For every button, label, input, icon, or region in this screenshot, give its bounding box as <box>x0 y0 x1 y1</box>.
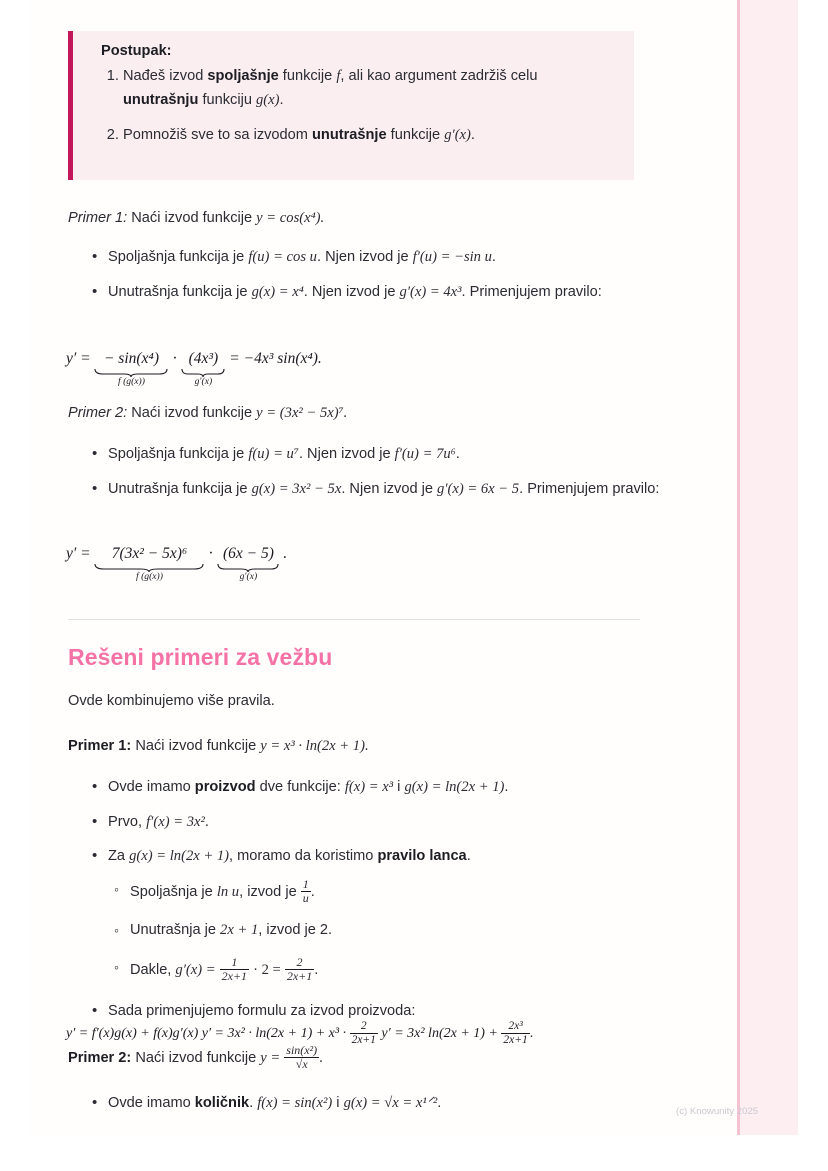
bullet-text: . <box>504 779 509 795</box>
bullet-text: . Njen izvod je <box>341 480 438 497</box>
list-item <box>108 776 660 800</box>
step-1-text-d: funkciju <box>198 91 256 108</box>
bullet-text: . Primenjujem pravilo: <box>461 283 602 300</box>
subbullet-math: · 2 = <box>253 961 281 978</box>
bullet-text: . Njen izvod je <box>298 446 395 462</box>
example-2-intro-math: y = (3x² − 5x)⁷. <box>256 405 348 421</box>
bullet-text: . Njen izvod je <box>303 283 400 300</box>
bullet-text: . <box>455 446 460 462</box>
fraction-denominator: u <box>302 891 309 906</box>
fraction-denominator: 2x+1 <box>351 1033 376 1046</box>
bullet-text: . <box>204 813 209 830</box>
formula-part-1: y′ = f′(x)g(x) + f(x)g′(x) y′ = 3x² · ln(2x + 1) + x³ · <box>66 1025 347 1041</box>
section-divider <box>68 619 640 620</box>
bullet-text: Ovde imamo <box>108 1095 195 1111</box>
fraction-numerator: 1 <box>220 956 249 970</box>
bullet-math: g′(x) = 4x³ <box>399 283 462 300</box>
example-2-bullets <box>88 443 660 512</box>
formula-part-2: y′ = 3x² ln(2x + 1) + <box>381 1025 498 1041</box>
bullet-text: . <box>249 1095 258 1111</box>
example-2-label: Primer 2: <box>68 405 128 421</box>
callout-title: Postupak: <box>101 43 172 59</box>
example-1-intro-math: y = cos(x⁴). <box>256 210 325 226</box>
list-item <box>108 1092 660 1116</box>
page-edge-stripe <box>740 0 798 1135</box>
solved-2-intro-text: Naći izvod funkcije <box>131 1050 261 1067</box>
example-1-formula <box>66 350 322 387</box>
solved-1-intro-text: Naći izvod funkcije <box>131 738 261 754</box>
solved-2-intro <box>68 1044 640 1072</box>
bullet-math: g(x) = 3x² − 5x <box>251 480 342 497</box>
step-2-text-b: funkcije <box>386 127 445 144</box>
step-2-bold-a: unutrašnje <box>312 127 387 144</box>
bullet-bold: proizvod <box>194 779 256 795</box>
underbrace-group-inner <box>217 545 279 582</box>
bullet-text: dve funkcije: <box>255 779 345 795</box>
bullet-bold: količnik <box>194 1095 250 1111</box>
bullet-text: Prvo, <box>108 813 147 830</box>
bullet-math: g′(x) = 6x − 5 <box>437 480 520 497</box>
underbrace-group-outer <box>94 350 168 387</box>
list-item <box>130 878 660 906</box>
formula-rhs: = −4x³ sin(x⁴). <box>229 350 322 367</box>
fraction-denominator: √x <box>295 1057 308 1072</box>
subbullet-math: g′(x) = <box>175 961 216 978</box>
formula-term-2: (6x − 5) <box>222 545 274 562</box>
bullet-math: f(x) = sin(x²) <box>257 1095 333 1111</box>
example-1-intro-text: Naći izvod funkcije <box>127 210 257 226</box>
solved-2-label: Primer 2: <box>68 1050 132 1067</box>
list-item <box>108 443 660 467</box>
solved-1-bullets <box>88 776 660 1034</box>
subbullet-text: , izvod je <box>239 884 301 901</box>
solved-1-sub-bullets <box>108 878 660 984</box>
step-2-math-a: g′(x) <box>444 127 471 144</box>
subbullet-math: ln u <box>216 884 240 901</box>
solved-1-intro <box>68 735 640 759</box>
callout-accent-bar <box>68 31 73 180</box>
fraction-numerator: 2 <box>350 1020 378 1034</box>
formula-part-3: . <box>529 1025 534 1041</box>
example-2-intro-text: Naći izvod funkcije <box>127 405 257 421</box>
subbullet-text: Unutrašnja je <box>130 922 221 939</box>
step-1-math-b: g(x) <box>256 91 280 108</box>
procedure-callout <box>68 31 634 180</box>
list-item <box>130 956 660 984</box>
step-1-math-a: f <box>336 68 341 84</box>
list-item <box>108 845 660 984</box>
fraction-denominator: 2x+1 <box>503 1033 528 1046</box>
list-item <box>130 919 660 943</box>
bullet-math: f(x) = x³ <box>344 779 394 795</box>
bullet-text: . <box>437 1095 442 1111</box>
formula-lhs: y′ = <box>66 545 91 562</box>
subbullet-text: . <box>314 961 319 978</box>
page-title: Rešeni primeri za vežbu <box>68 644 333 670</box>
solved-2-intro-end: . <box>319 1050 323 1067</box>
formula-term-2-label: g′(x) <box>239 571 258 582</box>
example-1-label: Primer 1: <box>68 210 128 226</box>
bullet-text: Sada primenjujemo formulu za izvod proizvoda: <box>108 1002 416 1019</box>
fraction <box>285 956 314 984</box>
fraction-numerator: 2 <box>285 956 314 970</box>
list-item <box>108 281 660 305</box>
underbrace-group-outer <box>94 545 204 582</box>
formula-term-1-label: f (g(x)) <box>118 376 145 387</box>
fraction-denominator: 2x+1 <box>286 969 313 984</box>
fraction <box>350 1020 378 1047</box>
subbullet-math: 2x + 1 <box>220 922 259 939</box>
solved-1-intro-math: y = x³ · ln(2x + 1). <box>260 738 369 754</box>
bullet-text: Spoljašnja funkcija je <box>108 249 249 265</box>
bullet-math: g(x) = √x = x¹ᐟ² <box>343 1095 438 1111</box>
fraction-numerator: 1 <box>302 876 309 891</box>
solved-2-bullets <box>88 1092 660 1127</box>
copyright-watermark: (c) Knowunity 2025 <box>676 1106 759 1117</box>
bullet-text: , moramo da koristimo <box>229 848 378 865</box>
subbullet-text: Spoljašnja je <box>130 884 217 901</box>
procedure-steps-list <box>101 65 616 148</box>
solved-1-label: Primer 1: <box>68 738 132 754</box>
list-item <box>108 811 660 835</box>
bullet-text: Ovde imamo <box>108 779 195 795</box>
bullet-bold: pravilo lanca <box>377 848 467 865</box>
step-1-text-a: Nađeš izvod <box>123 68 208 84</box>
example-1-bullets <box>88 246 660 315</box>
formula-lhs: y′ = <box>66 350 91 367</box>
underbrace-group-inner <box>181 350 225 387</box>
section-intro: Ovde kombinujemo više pravila. <box>68 693 275 709</box>
fraction <box>284 1044 319 1072</box>
list-item <box>108 246 660 270</box>
formula-term-1: − sin(x⁴) <box>103 350 159 367</box>
fraction-denominator: 2x+1 <box>221 969 248 984</box>
subbullet-text: . <box>310 884 315 901</box>
step-1-text-c: , ali kao argument zadržiš celu <box>340 68 538 84</box>
step-1-bold-a: spoljašnje <box>207 68 279 84</box>
formula-rhs: . <box>283 545 288 562</box>
step-2-text-a: Pomnožiš sve to sa izvodom <box>123 127 312 144</box>
list-item <box>123 124 616 148</box>
bullet-math: f′(x) = 3x² <box>146 813 205 830</box>
bullet-math: g(x) = ln(2x + 1) <box>129 848 230 865</box>
bullet-text: i <box>393 779 405 795</box>
step-2-text-c: . <box>470 127 475 144</box>
list-item <box>108 478 660 502</box>
bullet-text: Za <box>108 848 130 865</box>
bullet-math: f(u) = u⁷ <box>248 446 299 462</box>
page-edge-line <box>737 0 740 1135</box>
example-1-intro <box>68 207 640 231</box>
bullet-math: f′(u) = −sin u <box>412 249 492 265</box>
fraction <box>220 956 249 984</box>
bullet-math: f′(u) = 7u⁶ <box>394 446 456 462</box>
formula-term-1: 7(3x² − 5x)⁶ <box>111 545 188 562</box>
formula-term-2: (4x³) <box>188 350 219 367</box>
fraction-numerator: sin(x²) <box>286 1043 318 1057</box>
formula-term-2-label: g′(x) <box>194 376 213 387</box>
step-1-bold-b: unutrašnju <box>123 91 199 108</box>
bullet-text: Unutrašnja funkcija je <box>108 480 252 497</box>
fraction-numerator: 2x³ <box>501 1020 529 1034</box>
formula-dot: · <box>208 545 214 562</box>
bullet-math: g(x) = ln(2x + 1) <box>404 779 505 795</box>
example-2-formula <box>66 545 287 582</box>
solved-2-intro-math: y = <box>260 1050 281 1067</box>
bullet-text: i <box>332 1095 344 1111</box>
formula-dot: · <box>172 350 178 367</box>
bullet-text: Spoljašnja funkcija je <box>108 446 249 462</box>
bullet-text: . <box>466 848 471 865</box>
bullet-math: f(u) = cos u <box>248 249 317 265</box>
bullet-text: . Njen izvod je <box>316 249 413 265</box>
fraction <box>301 878 311 906</box>
bullet-text: . <box>491 249 496 265</box>
step-1-text-b: funkcije <box>278 68 337 84</box>
subbullet-text: Dakle, <box>130 961 176 978</box>
list-item <box>123 65 616 112</box>
example-2-intro <box>68 402 640 426</box>
subbullet-text: , izvod je 2. <box>258 922 333 939</box>
bullet-math: g(x) = x⁴ <box>251 283 304 300</box>
bullet-text: Unutrašnja funkcija je <box>108 283 252 300</box>
fraction <box>501 1020 529 1047</box>
bullet-text: . Primenjujem pravilo: <box>519 480 660 497</box>
step-1-text-e: . <box>279 91 284 108</box>
formula-term-1-label: f (g(x)) <box>136 571 163 582</box>
